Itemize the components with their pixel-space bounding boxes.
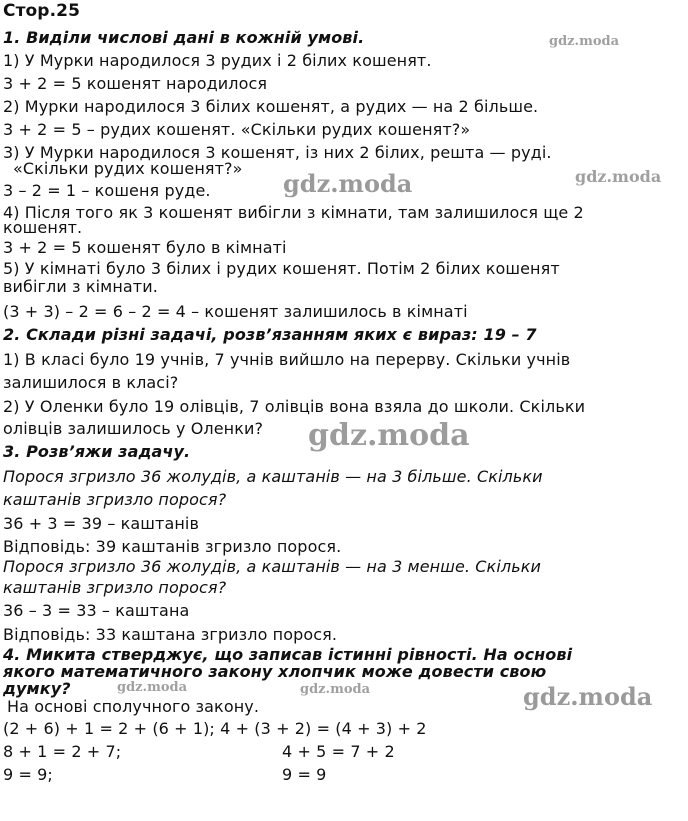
watermark: gdz.moda (308, 418, 470, 453)
text-line: 36 – 3 = 33 – каштана (3, 601, 190, 620)
text-line: На основі сполучного закону. (7, 697, 260, 716)
task-3-heading: 3. Розв’яжи задачу. (3, 442, 191, 461)
watermark: gdz.moda (523, 682, 653, 711)
task-4-heading-cont: думку? (3, 679, 71, 698)
text-line: залишилося в класі? (3, 373, 179, 392)
task-2-heading: 2. Склади різні задачі, розв’язанням яких є вираз: 19 – 7 (3, 325, 537, 344)
equation-right: 9 = 9 (282, 765, 327, 784)
text-line: олівців залишилось у Оленки? (3, 419, 264, 438)
text-line: «Скільки рудих кошенят?» (13, 159, 243, 178)
watermark: gdz.moda (283, 169, 413, 198)
watermark: gdz.moda (549, 34, 620, 49)
text-line: (3 + 3) – 2 = 6 – 2 = 4 – кошенят залишилось в кімнаті (3, 302, 468, 321)
text-line: 3) У Мурки народилося 3 кошенят, із них 2 білих, решта — руді. (3, 143, 552, 162)
text-line: Відповідь: 33 каштана згризло порося. (3, 625, 338, 644)
text-line: 3 + 2 = 5 – рудих кошенят. «Скільки рудих кошенят?» (3, 120, 471, 139)
text-line: 1) У Мурки народилося 3 рудих і 2 білих кошенят. (3, 51, 432, 70)
task-4-heading-cont: якого математичного закону хлопчик може довести свою (3, 662, 547, 681)
text-line: 3 + 2 = 5 кошенят було в кімнаті (3, 238, 287, 257)
equation-right: 4 + 5 = 7 + 2 (282, 742, 395, 761)
text-line: кошенят. (3, 218, 83, 237)
text-line: Відповідь: 39 каштанів згризло порося. (3, 537, 342, 556)
text-line: 36 + 3 = 39 – каштанів (3, 514, 199, 533)
equation-left: 8 + 1 = 2 + 7; (3, 742, 122, 761)
watermark: gdz.moda (575, 167, 662, 186)
text-line: каштанів згризло порося? (3, 490, 227, 509)
text-line: 3 + 2 = 5 кошенят народилося (3, 74, 268, 93)
text-line: Порося згризло 36 жолудів, а каштанів — на 3 менше. Скільки (3, 557, 541, 576)
watermark: gdz.moda (117, 680, 188, 695)
text-line: 1) В класі було 19 учнів, 7 учнів вийшло на перерву. Скільки учнів (3, 350, 571, 369)
text-line: 2) У Оленки було 19 олівців, 7 олівців вона взяла до школи. Скільки (3, 397, 586, 416)
text-line: каштанів згризло порося? (3, 578, 227, 597)
equation-line: (2 + 6) + 1 = 2 + (6 + 1); 4 + (3 + 2) = (4 + 3) + 2 (3, 719, 427, 738)
text-line: вибігли з кімнати. (3, 277, 158, 296)
watermark: gdz.moda (300, 682, 371, 697)
task-1-heading: 1. Виділи числові дані в кожній умові. (3, 28, 365, 47)
text-line: 5) У кімнаті було 3 білих і рудих кошенят. Потім 2 білих кошенят (3, 259, 560, 278)
text-line: Порося згризло 36 жолудів, а каштанів — на 3 більше. Скільки (3, 467, 543, 486)
text-line: 2) Мурки народилося 3 білих кошенят, а рудих — на 2 більше. (3, 97, 539, 116)
task-4-heading: 4. Микита стверджує, що записав істинні рівності. На основі (3, 645, 573, 664)
page-header: Стор.25 (3, 1, 80, 21)
text-line: 3 – 2 = 1 – кошеня руде. (3, 181, 211, 200)
text-line: 4) Після того як 3 кошенят вибігли з кімнати, там залишилося ще 2 (3, 203, 584, 222)
equation-left: 9 = 9; (3, 765, 53, 784)
